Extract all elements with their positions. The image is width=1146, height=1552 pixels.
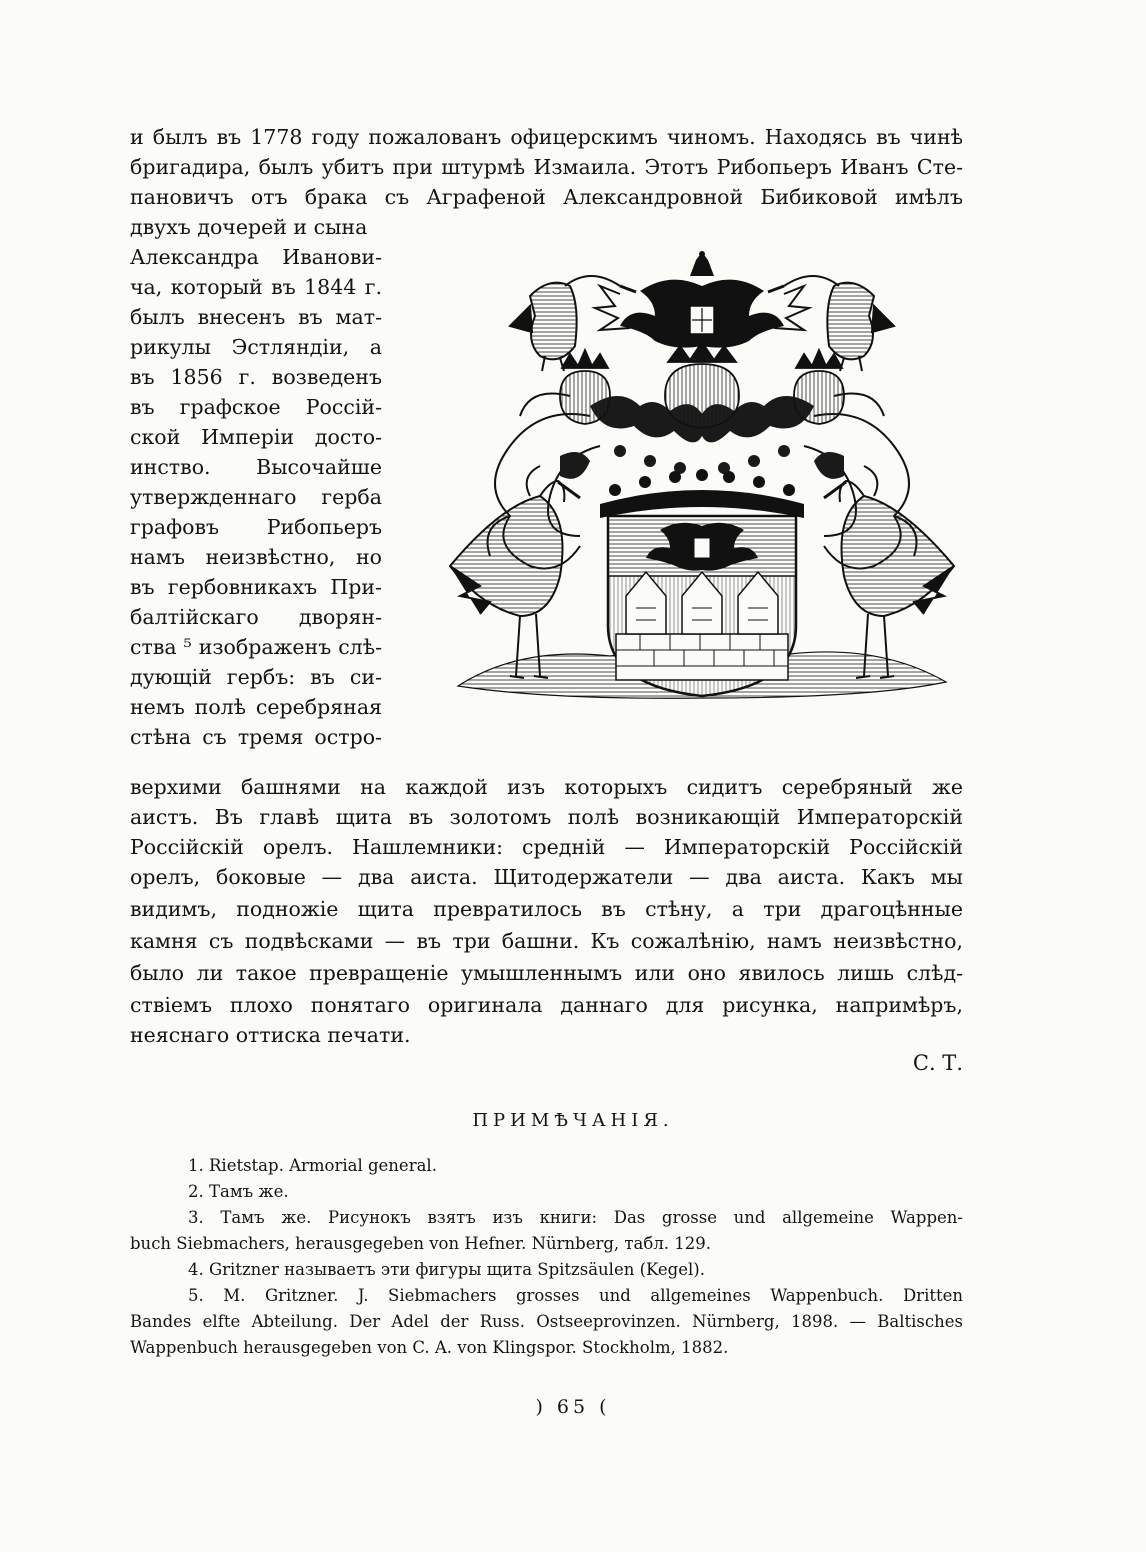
crest-double-headed-eagle <box>595 251 809 348</box>
body-line: утвержденнаго герба <box>130 485 382 509</box>
body-line: пановичъ отъ брака съ Аграфеной Александровной Бибиковой имѣлъ <box>130 185 963 209</box>
helmet-right <box>794 350 844 424</box>
body-line: бригадира, былъ убитъ при штурмѣ Измаила. Этотъ Рибопьеръ Иванъ Сте- <box>130 155 963 179</box>
body-line: орелъ, боковые — два аиста. Щитодержатели — два аиста. Какъ мы <box>130 865 963 889</box>
body-line: въ гербовникахъ При- <box>130 575 382 599</box>
body-line: инство. Высочайше <box>130 455 382 479</box>
helmet-centre <box>665 342 739 428</box>
body-line: ча, который въ 1844 г. <box>130 275 382 299</box>
page-number: ) 65 ( <box>535 1396 611 1418</box>
footnote: 5. M. Gritzner. J. Siebmachers grosses und allgemeines Wappenbuch. Dritten <box>188 1286 963 1305</box>
supporter-stork-right <box>824 481 954 678</box>
body-line: было ли такое превращеніе умышленнымъ или оно явилось лишь слѣд- <box>130 961 963 985</box>
body-line: ства ⁵ изображенъ слѣ- <box>130 635 382 659</box>
body-line: двухъ дочерей и сына <box>130 215 368 239</box>
footnote: Wappenbuch herausgegeben von C. A. von Klingspor. Stockholm, 1882. <box>130 1338 729 1357</box>
body-line: и былъ въ 1778 году пожалованъ офицерскимъ чиномъ. Находясь въ чинѣ <box>130 125 963 149</box>
footnote: buch Siebmachers, herausgegeben von Hefner. Nürnberg, табл. 129. <box>130 1234 712 1253</box>
body-line: Россійскій орелъ. Нашлемники: средній — Императорскій Россійскій <box>130 835 963 859</box>
crest-stork-left <box>510 276 636 371</box>
body-line: дующій гербъ: въ си- <box>130 665 382 689</box>
body-line: намъ неизвѣстно, но <box>130 545 382 569</box>
body-line: ской Имперіи досто- <box>130 425 382 449</box>
body-line: ствіемъ плохо понятаго оригинала даннаго для рисунка, напримѣръ, <box>130 993 963 1017</box>
body-line: въ 1856 г. возведенъ <box>130 365 382 389</box>
body-line: былъ внесенъ въ мат- <box>130 305 382 329</box>
body-line: камня съ подвѣсками — въ три башни. Къ сожалѣнію, намъ неизвѣстно, <box>130 929 963 953</box>
body-line: стѣна съ тремя остро- <box>130 725 382 749</box>
crest-stork-right <box>768 276 894 371</box>
body-line: видимъ, подножіе щита превратилось въ стѣну, а три драгоцѣнные <box>130 897 963 921</box>
footnote: 2. Тамъ же. <box>188 1182 289 1201</box>
body-line: неяснаго оттиска печати. <box>130 1023 411 1047</box>
body-line: въ графское Россій- <box>130 395 382 419</box>
coronet <box>600 469 804 518</box>
shield <box>608 516 796 696</box>
notes-heading: ПРИМѢЧАНІЯ. <box>472 1110 674 1131</box>
helmet-left <box>560 350 610 424</box>
coat-of-arms-illustration <box>440 246 964 710</box>
footnote: 1. Rietstap. Armorial general. <box>188 1156 437 1175</box>
supporter-stork-left <box>450 481 580 678</box>
footnote: 3. Тамъ же. Рисунокъ взятъ изъ книги: Das grosse und allgemeine Wappen- <box>188 1208 963 1227</box>
body-line: балтійскаго дворян- <box>130 605 382 629</box>
body-line: Александра Иванови- <box>130 245 382 269</box>
footnote: 4. Gritzner называетъ эти фигуры щита Spitzsäulen (Kegel). <box>188 1260 705 1279</box>
footnote: Bandes elfte Abteilung. Der Adel der Russ. Ostseeprovinzen. Nürnberg, 1898. — Baltisches <box>130 1312 963 1331</box>
body-line: немъ полѣ серебряная <box>130 695 382 719</box>
body-line: графовъ Рибопьеръ <box>130 515 382 539</box>
author-signature: С. Т. <box>912 1051 963 1075</box>
body-line: рикулы Эстляндіи, а <box>130 335 382 359</box>
body-line: аистъ. Въ главѣ щита въ золотомъ полѣ возникающій Императорскій <box>130 805 963 829</box>
body-line: верхими башнями на каждой изъ которыхъ сидитъ серебряный же <box>130 775 963 799</box>
